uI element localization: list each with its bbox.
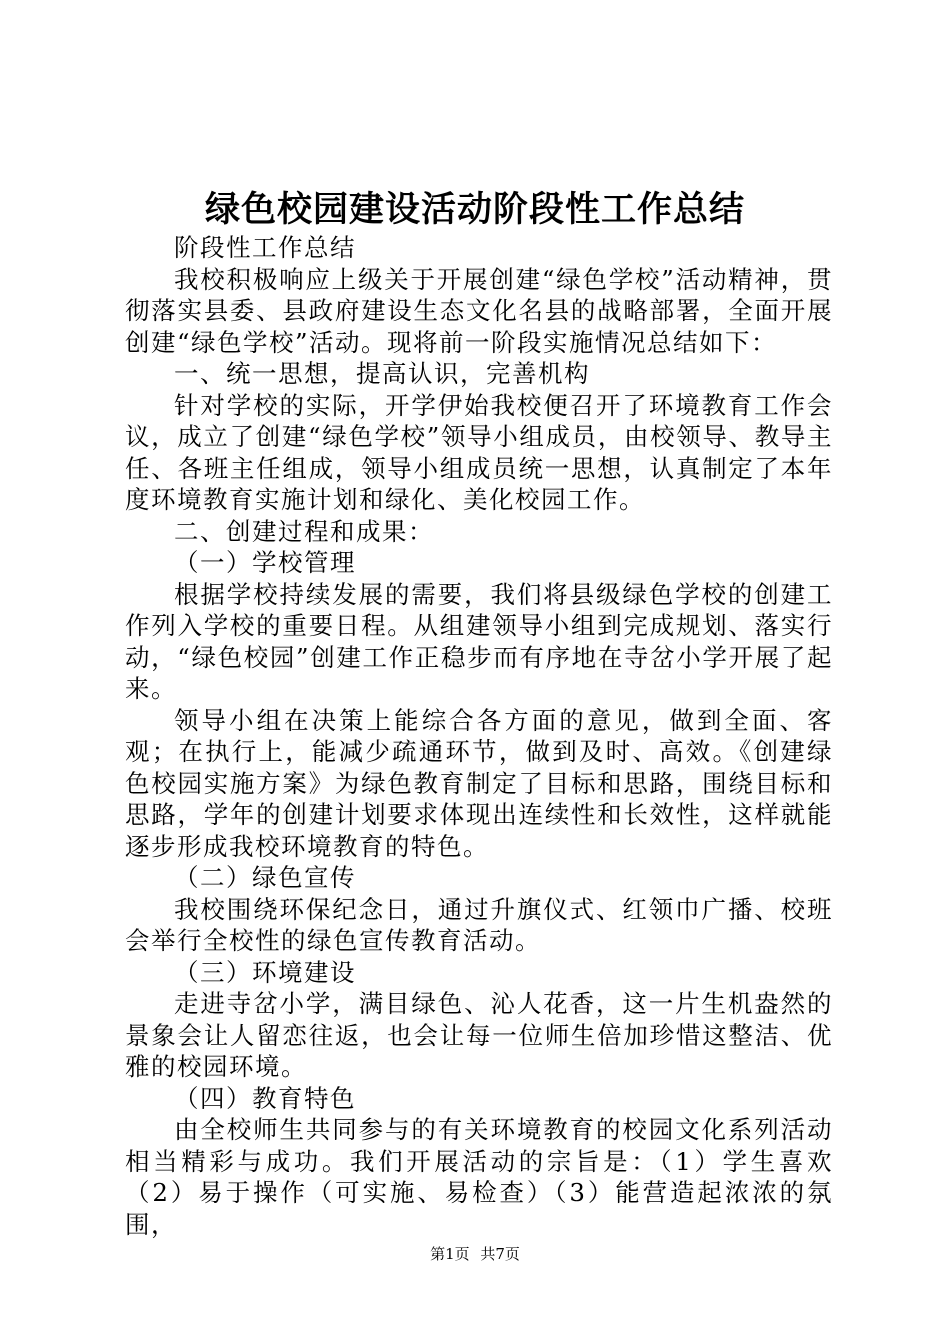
subsection-heading-3: （三）环境建设 (174, 957, 356, 987)
page-number: 第1页 (430, 1245, 470, 1263)
paragraph-intro: 我校积极响应上级关于开展创建“绿色学校”活动精神，贯彻落实县委、县政府建设生态文化名县的战略部署，全面开展创建“绿色学校”活动。现将前一阶段实施情况总结如下： (125, 264, 833, 357)
paragraph: 根据学校持续发展的需要，我们将县级绿色学校的创建工作列入学校的重要日程。从组建领导小组到完成规划、落实行动，“绿色校园”创建工作正稳步而有序地在寺岔小学开展了起来。 (125, 579, 833, 703)
section-heading-1: 一、统一思想，提高认识，完善机构 (174, 359, 590, 388)
paragraph: 领导小组在决策上能综合各方面的意见，做到全面、客观；在执行上，能减少疏通环节，做到及时、高效。《创建绿色校园实施方案》为绿色教育制定了目标和思路，围绕目标和思路，学年的创建计划要求体现出连续性和长效性，这样就能逐步形成我校环境教育的特色。 (125, 705, 833, 861)
subsection-heading-2: （二）绿色宣传 (174, 863, 356, 892)
page-total: 共7页 (480, 1245, 520, 1263)
paragraph: 我校围绕环保纪念日，通过升旗仪式、红领巾广播、校班会举行全校性的绿色宣传教育活动。 (125, 894, 833, 955)
section-heading-2: 二、创建过程和成果： (174, 516, 434, 546)
subsection-heading-4: （四）教育特色 (174, 1083, 356, 1113)
page-footer (0, 1244, 950, 1264)
document-body (125, 232, 833, 1240)
paragraph: 走进寺岔小学，满目绿色、沁人花香，这一片生机盎然的景象会让人留恋往返，也会让每一位师生倍加珍惜这整洁、优雅的校园环境。 (125, 989, 833, 1081)
paragraph: 针对学校的实际，开学伊始我校便召开了环境教育工作会议，成立了创建“绿色学校”领导小组成员，由校领导、教导主任、各班主任组成，领导小组成员统一思想，认真制定了本年度环境教育实施计划和绿化、美化校园工作。 (125, 390, 833, 514)
document-title: 绿色校园建设活动阶段性工作总结 (204, 189, 745, 230)
subsection-heading-1: （一）学校管理 (174, 548, 356, 577)
paragraph-subtitle: 阶段性工作总结 (174, 233, 356, 262)
paragraph: 由全校师生共同参与的有关环境教育的校园文化系列活动相当精彩与成功。我们开展活动的宗旨是：（1）学生喜欢（2）易于操作（可实施、易检查）（3）能营造起浓浓的氛围， (125, 1115, 833, 1239)
